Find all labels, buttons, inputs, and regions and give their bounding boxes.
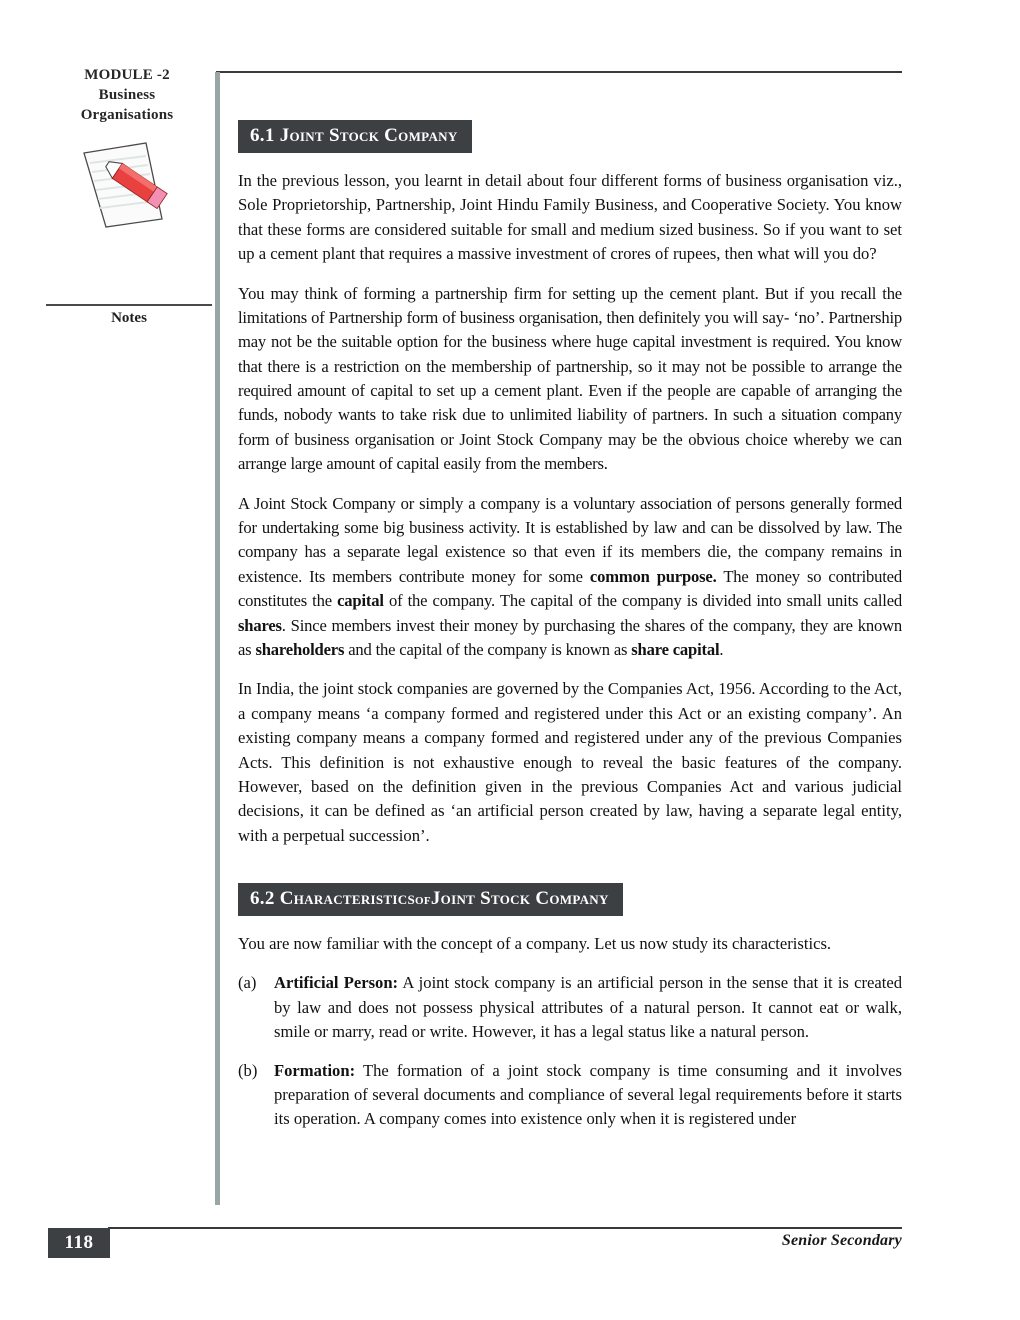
list-text-b: [274, 1059, 902, 1132]
p3-text-f: and the capital of the company is known as: [344, 639, 632, 659]
p3-text-d: of the company. The capital of the company is divided into small units called: [383, 591, 902, 611]
module-title-line1: Business: [98, 86, 156, 103]
footer-book-label: Senior Secondary: [781, 1232, 902, 1249]
p3-text-e: . Since members invest their money by purchasing the shares of the company, they are known as: [238, 615, 902, 659]
section-title: Joint Stock Company: [279, 125, 458, 146]
section-heading-6-2: [238, 883, 623, 916]
list-body-b: The formation of a joint stock company is time consuming and it involves preparation of several documents and compliance of several legal requirements before it starts its operation. A company comes into existence only when it is registered under: [274, 1060, 902, 1129]
section-title-of: of: [414, 891, 431, 909]
notes-divider: [46, 304, 212, 306]
paragraph-2: You may think of forming a partnership firm for setting up the cement plant. But if you recall the limitations of Partnership form of business organisation, then definitely you will say- ‘no’. Partnership may not be the suitable option for the business where huge capital investment is required. You know that there is a restriction on the membership of partnership, so it may not be possible to arrange the required amount of capital to set up a cement plant. Even if the people are capable of arranging the funds, nobody wants to take risk due to unlimited liability of partners. In such a situation company form of business organisation or Joint Stock Company may be the obvious choice whereby we can arrange large amount of capital easily from the members.: [238, 283, 902, 474]
margin-column: [46, 66, 208, 326]
paragraph-4: In India, the joint stock companies are governed by the Companies Act, 1956. According to the Act, a company means ‘a company formed and registered under this Act or an existing company’. An existing company means a company formed and registered under any of the previous Companies Acts. This definition is not exhaustive enough to reveal the basic features of the company. However, based on the definition given in the previous Companies Act and various judicial decisions, it can be defined as ‘an artificial person created by law, having a separate legal entity, with a perpetual succession’.: [238, 679, 902, 845]
section-number: 6.1: [250, 125, 275, 146]
list-marker-b: (b): [238, 1060, 258, 1080]
list-marker-a: (a): [238, 973, 257, 993]
term-common-purpose: common purpose.: [589, 566, 717, 586]
section-6-2-intro: You are now familiar with the concept of a company. Let us now study its characteristics.: [238, 934, 832, 954]
term-shareholders: shareholders: [255, 639, 345, 659]
list-text-a: [274, 971, 902, 1044]
p3-text-a: A Joint Stock Company or simply a company is a voluntary association of persons generally formed for undertaking some big business activity. It is established by law and can be dissolved by law. The company has a separate legal existence so that even if its members die, the company remains in existence. Its members contribute money for some: [238, 493, 902, 586]
p3-text-g: .: [719, 639, 724, 659]
notes-label: Notes: [111, 310, 147, 326]
notepad-with-pencil-icon: [46, 139, 208, 225]
list-body-a: A joint stock company is an artificial person in the sense that it is created by law and does not possess physical attributes of a natural person. It cannot eat or walk, smile or marry, read or write. However, it has a legal status like a natural person.: [274, 973, 902, 1042]
list-term-b: Formation:: [274, 1060, 356, 1080]
list-item: [238, 971, 902, 1044]
section-title-part1: Characteristics: [279, 888, 415, 910]
term-capital: capital: [337, 591, 384, 611]
term-shares: shares: [238, 615, 282, 635]
module-number: MODULE -2: [84, 67, 170, 83]
top-horizontal-rule: [216, 71, 902, 73]
list-term-a: Artificial Person:: [274, 973, 399, 993]
module-heading: [46, 66, 208, 125]
section-title-part2: Joint Stock Company: [430, 888, 609, 910]
footer-divider: [108, 1227, 902, 1229]
list-item: [238, 1059, 902, 1132]
p3-text-c: The money so contributed constitutes the: [238, 566, 902, 611]
page-number: 118: [48, 1228, 110, 1258]
term-share-capital: share capital: [631, 639, 720, 659]
main-content: [238, 120, 902, 1146]
paragraph-3: [238, 492, 902, 663]
paragraph-1: In the previous lesson, you learnt in detail about four different forms of business organisation viz., Sole Proprietorship, Partnership, Joint Hindu Family Business, and Cooperative Society. You know that these forms are considered suitable for small and medium sized business. So if you want to set up a cement plant that requires a massive investment of crores of rupees, then what will you do?: [238, 170, 902, 264]
vertical-margin-rule: [215, 72, 220, 1205]
section-heading-6-1: [238, 120, 472, 153]
section-number-6-2: 6.2: [250, 888, 275, 910]
module-title-line2: Organisations: [80, 106, 174, 123]
